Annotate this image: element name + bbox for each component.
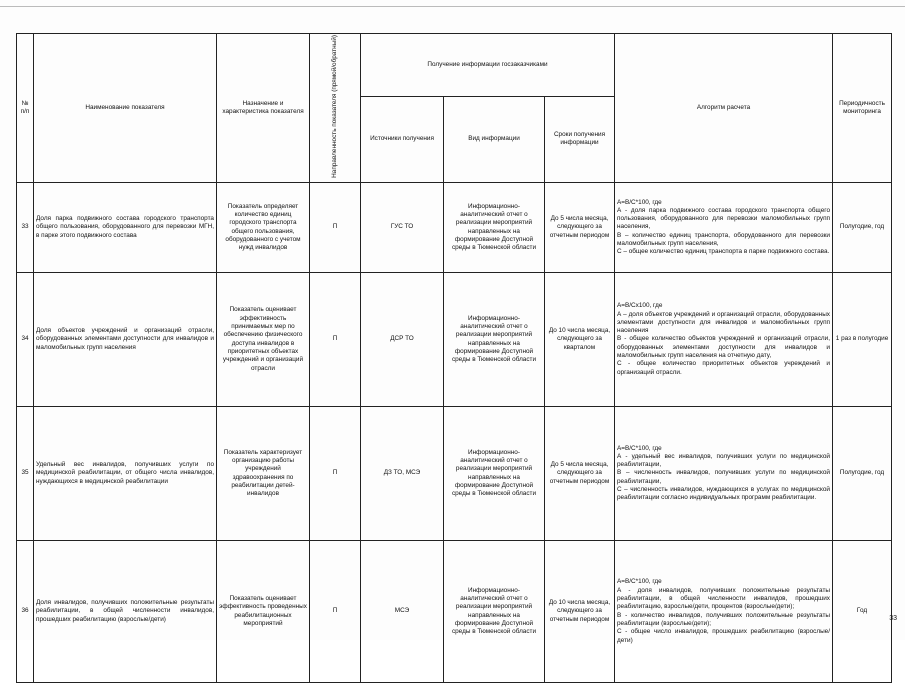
algorithm-line: А - доля инвалидов, получивших положительные результаты реабилитации, в общей численности инвалидов, прошедших реабилитацию, взрослые/дети, процентов (взрослые/дети);: [617, 586, 830, 611]
row-direction: П: [310, 273, 361, 407]
algorithm-line: А - удельный вес инвалидов, получивших услуги по медицинской реабилитации,: [617, 452, 830, 469]
table-row: [17, 183, 892, 273]
algorithm-line: С - общее число инвалидов, прошедших реабилитацию (взрослые/дети): [617, 628, 830, 644]
row-num: 36: [17, 541, 34, 683]
row-purpose: Показатель оценивает эффективность принимаемых мер по обеспечению физического доступа инвалидов в приоритетных объектах учреждений и организаций отрасли: [217, 273, 310, 407]
header-terms: Сроки получения информации: [545, 96, 615, 183]
row-source: ДЗ ТО, МСЭ: [361, 407, 444, 541]
scan-edge-line: [0, 6, 905, 7]
row-purpose: Показатель характеризует организацию работы учреждений здравоохранения по реабилитации детей-инвалидов: [217, 407, 310, 541]
row-terms: До 5 числа месяца, следующего за отчетным периодом: [545, 407, 615, 541]
row-algorithm: [615, 183, 833, 273]
header-num: № п/п: [17, 34, 34, 183]
header-row-1: [17, 34, 892, 97]
row-algorithm: [615, 273, 833, 407]
row-info-type: Информационно-аналитический отчет о реализации мероприятий направленных на формирование Доступной среды в Тюменской области: [444, 541, 545, 683]
row-num: 34: [17, 273, 34, 407]
row-period: Полугодие, год: [833, 183, 892, 273]
row-terms: До 10 числа месяца, следующего за отчетным периодом: [545, 541, 615, 683]
row-name: Доля парка подвижного состава городского транспорта общего пользования, оборудованного для перевозки МГН, в парке этого подвижного состава: [34, 183, 217, 273]
row-num: 33: [17, 183, 34, 273]
row-direction: П: [310, 541, 361, 683]
table-row: [17, 407, 892, 541]
algorithm-line: А - доля парка подвижного состава городского транспорта общего пользования, оборудованного для перевозки маломобильных групп населения,: [617, 206, 830, 231]
algorithm-line: С – общее количество единиц транспорта в парке подвижного состава.: [617, 248, 830, 256]
row-source: ДСР ТО: [361, 273, 444, 407]
row-algorithm: [615, 541, 833, 683]
row-terms: До 5 числа месяца, следующего за отчетным периодом: [545, 183, 615, 273]
row-period: Год: [833, 541, 892, 683]
row-num: 35: [17, 407, 34, 541]
table-row: [17, 541, 892, 683]
header-name: Наименование показателя: [34, 34, 217, 183]
header-info-type: Вид информации: [444, 96, 545, 183]
row-source: МСЭ: [361, 541, 444, 683]
row-direction: П: [310, 407, 361, 541]
algorithm-line: С - общее количество приоритетных объектов учреждений и организаций отрасли.: [617, 360, 830, 376]
algorithm-line: А – доля объектов учреждений и организаций отрасли, оборудованных элементами доступности для инвалидов и маломобильных групп населения: [617, 310, 830, 335]
row-source: ГУС ТО: [361, 183, 444, 273]
header-algorithm: Алгоритм расчета: [615, 34, 833, 183]
row-algorithm: [615, 407, 833, 541]
header-info-group: Получение информации госзаказчиками: [361, 34, 615, 97]
algorithm-line: С – численность инвалидов, нуждающихся в услугах по медицинской реабилитации согласно индивидуальных программ реабилитации.: [617, 486, 830, 502]
row-purpose: Показатель оценивает эффективность проведенных реабилитационных мероприятий: [217, 541, 310, 683]
header-purpose: Назначение и характеристика показателя: [217, 34, 310, 183]
row-info-type: Информационно-аналитический отчет о реализации мероприятий направленных на формирование Доступной среды в Тюменской области: [444, 273, 545, 407]
row-terms: До 10 числа месяца, следующего за кварталом: [545, 273, 615, 407]
page-number: 33: [889, 615, 897, 622]
row-name: Удельный вес инвалидов, получивших услуги по медицинской реабилитации, от общего числа инвалидов, нуждающихся в медицинской реабилитации: [34, 407, 217, 541]
indicators-table: [16, 33, 892, 683]
table-row: [17, 273, 892, 407]
row-info-type: Информационно-аналитический отчет о реализации мероприятий направленных на формирование Доступной среды в Тюменской области: [444, 407, 545, 541]
algorithm-line: A=B/Cх100, где: [617, 302, 663, 310]
row-name: Доля инвалидов, получивших положительные результаты реабилитации, в общей численности инвалидов, прошедших реабилитацию (взрослые/дети): [34, 541, 217, 683]
algorithm-line: A=B/C*100, где: [617, 444, 662, 452]
row-period: 1 раз в полугодие: [833, 273, 892, 407]
algorithm-line: В – численность инвалидов, получивших услуги по медицинской реабилитации,: [617, 469, 830, 485]
header-sources: Источники получения: [361, 96, 444, 183]
algorithm-line: A=B/C*100, где: [617, 198, 662, 206]
header-direction: Направленность показателя (прямой/обратный): [310, 34, 361, 183]
algorithm-line: В - количество инвалидов, получивших положительные результаты реабилитации (взрослые/дети);: [617, 611, 830, 627]
row-direction: П: [310, 183, 361, 273]
algorithm-line: A=B/C*100, где: [617, 578, 662, 586]
row-info-type: Информационно-аналитический отчет о реализации мероприятий направленных на формирование Доступной среды в Тюменской области: [444, 183, 545, 273]
row-purpose: Показатель определяет количество единиц городского транспорта общего пользования, оборудованного с учетом нужд инвалидов: [217, 183, 310, 273]
algorithm-line: В - общее количество объектов учреждений и организаций отрасли, оборудованных элементами доступности для инвалидов и маломобильных групп населения на отчетную дату,: [617, 335, 830, 360]
algorithm-line: В – количество единиц транспорта, оборудованного для перевозки маломобильных групп населения,: [617, 231, 830, 248]
row-period: Полугодие, год: [833, 407, 892, 541]
header-period: Периодичность мониторинга: [833, 34, 892, 183]
row-name: Доля объектов учреждений и организаций отрасли, оборудованных элементами доступности для инвалидов и маломобильных групп населения: [34, 273, 217, 407]
